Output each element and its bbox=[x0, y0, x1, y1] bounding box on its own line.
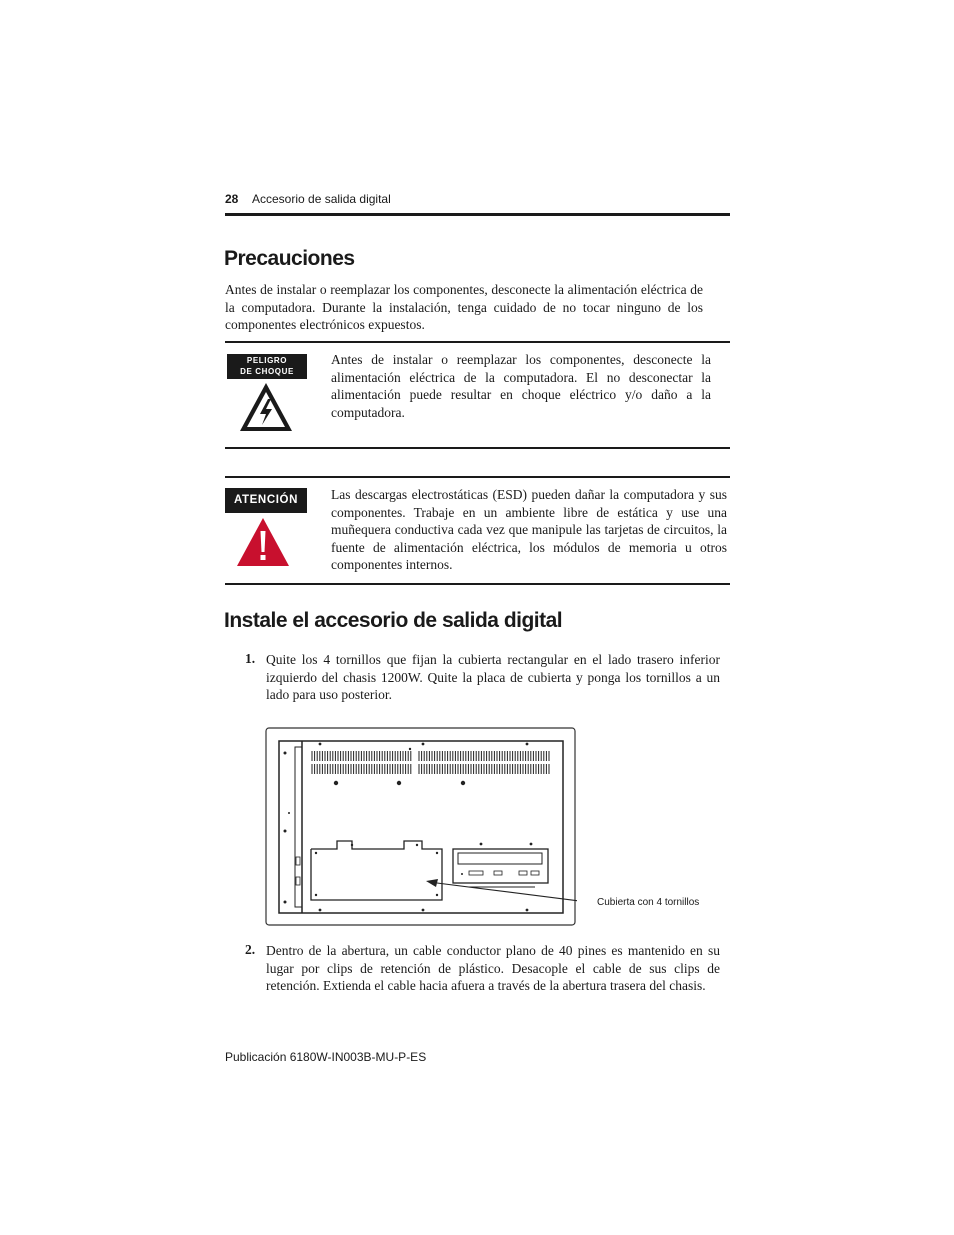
shock-box-top-rule bbox=[225, 341, 730, 343]
chassis-rear-figure bbox=[265, 727, 577, 927]
precautions-intro: Antes de instalar o reemplazar los componentes, desconecte la alimentación eléctrica de la computadora. Durante la instalación, tenga cuidado de no tocar ninguno de los componentes electrónicos expuestos. bbox=[225, 282, 703, 332]
shock-warning-text: Antes de instalar o reemplazar los componentes, desconecte la alimentación eléctrica de la computadora. El no desconectar la alimentación puede resultar en choque eléctrico y/o daño a la computadora. bbox=[331, 352, 711, 420]
step-2-number: 2. bbox=[245, 942, 256, 957]
step-2-text: Dentro de la abertura, un cable conductor plano de 40 pines es mantenido en su lugar por clips de retención de plástico. Desacople el cable de sus clips de retención. Extienda el cable hacia afuera a través de la abertura trasera del chasis. bbox=[266, 943, 720, 993]
shock-label-line1: PELIGRO bbox=[246, 356, 288, 365]
page-number: 28 bbox=[225, 192, 239, 206]
shock-box-bottom-rule bbox=[225, 447, 730, 449]
install-heading: Instale el accesorio de salida digital bbox=[224, 609, 563, 632]
shock-label-line2: DE CHOQUE bbox=[240, 367, 294, 376]
shock-label bbox=[227, 354, 307, 379]
attention-text: Las descargas electrostáticas (ESD) pueden dañar la computadora y sus componentes. Trabaje en un ambiente libre de estática y use una muñequera conductiva cada vez que manipule las tarjetas de circuitos, la fuente de alimentación eléctrica, los módulos de memoria u otros componentes internos. bbox=[331, 487, 727, 572]
section-title: Accesorio de salida digital bbox=[252, 192, 391, 206]
publication-footer: Publicación 6180W-IN003B-MU-P-ES bbox=[225, 1050, 427, 1064]
attention-box-top-rule bbox=[225, 476, 730, 478]
header-rule bbox=[225, 213, 730, 216]
attention-box-bottom-rule bbox=[225, 583, 730, 585]
exclamation-warning-icon bbox=[235, 516, 291, 568]
attention-label: ATENCIÓN bbox=[225, 488, 307, 513]
figure-callout: Cubierta con 4 tornillos bbox=[597, 897, 700, 908]
step-1-text: Quite los 4 tornillos que fijan la cubierta rectangular en el lado trasero inferior izquierdo del chasis 1200W. Quite la placa de cubierta y ponga los tornillos a un lado para uso posterior. bbox=[266, 652, 720, 702]
step-1-number: 1. bbox=[245, 651, 256, 666]
precautions-heading: Precauciones bbox=[224, 247, 355, 270]
electric-shock-icon bbox=[238, 381, 294, 433]
